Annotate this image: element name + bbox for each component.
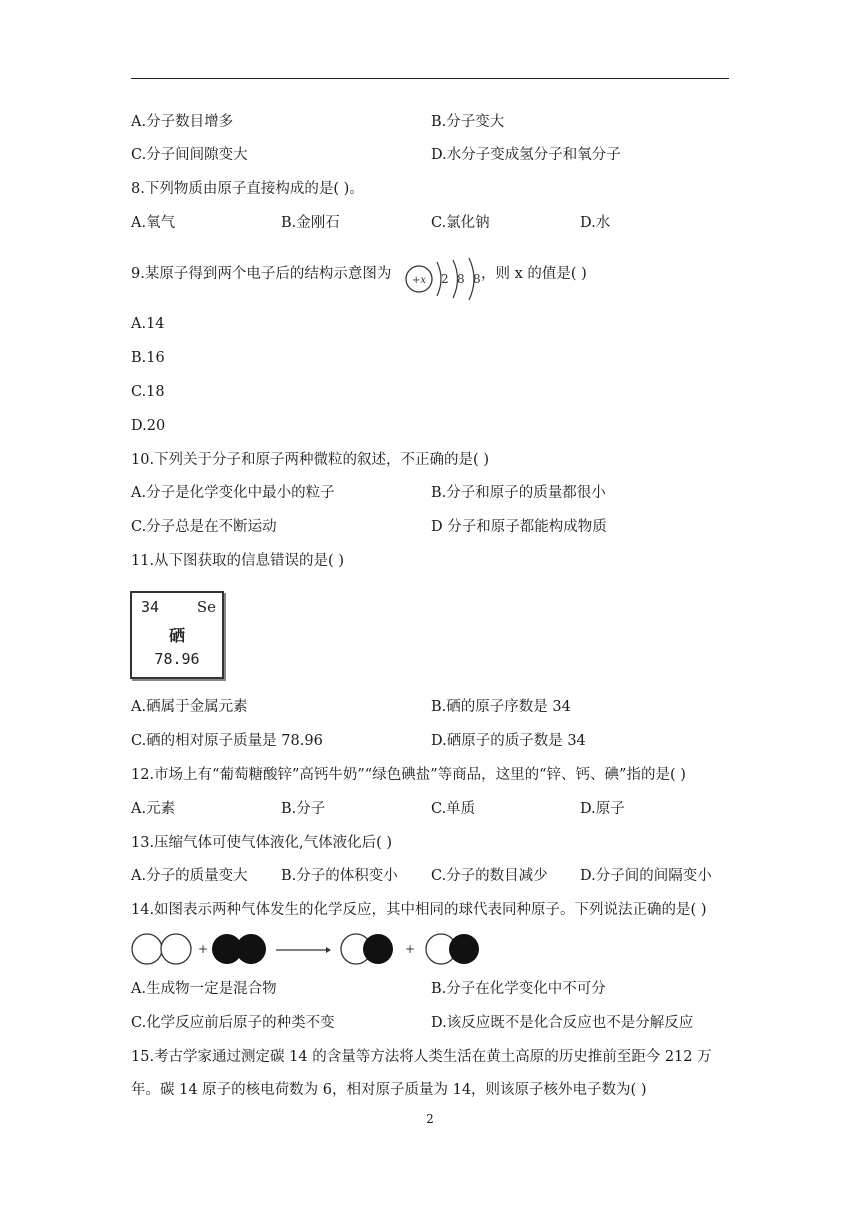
- atom-structure-diagram: [403, 256, 491, 302]
- q15-line-1: 15.考古学家通过测定碳 14 的含量等方法将人类生活在黄土高原的历史推前至距今 212 万: [131, 1049, 712, 1065]
- q11-option-b: B.硒的原子序数是 34: [431, 699, 571, 715]
- q7-option-d: D.水分子变成氢分子和氧分子: [431, 147, 621, 163]
- selenium-element-card: [130, 591, 224, 679]
- q7-option-c: C.分子间间隙变大: [131, 147, 248, 163]
- q11-option-a: A.硒属于金属元素: [131, 699, 248, 715]
- shell-3-electrons: 8: [473, 272, 481, 286]
- page-number: 2: [426, 1112, 434, 1126]
- q10-option-d: D 分子和原子都能构成物质: [431, 519, 607, 535]
- reaction-diagram: [130, 930, 490, 968]
- element-symbol: Se: [196, 598, 216, 616]
- q7-option-b: B.分子变大: [431, 114, 505, 130]
- black-atom-icon: [449, 934, 479, 964]
- q9-stem-before: 9.某原子得到两个电子后的结构示意图为: [131, 266, 392, 282]
- q14-option-d: D.该反应既不是化合反应也不是分解反应: [431, 1015, 694, 1031]
- q13-option-d: D.分子间的间隔变小: [580, 868, 712, 884]
- q12-stem: 12.市场上有“葡萄糖酸锌”高钙牛奶”“绿色碘盐”等商品，这里的“锌、钙、碘”指的是( ): [131, 767, 686, 783]
- q13-stem: 13.压缩气体可使气体液化,气体液化后( ): [131, 835, 393, 851]
- q9-option-c: C.18: [131, 384, 165, 400]
- q10-option-c: C.分子总是在不断运动: [131, 519, 277, 535]
- white-atom-icon: [161, 934, 191, 964]
- q9-option-b: B.16: [131, 350, 165, 366]
- q15-line-2: 年。碳 14 原子的核电荷数为 6，相对原子质量为 14，则该原子核外电子数为( ): [131, 1082, 647, 1098]
- q8-option-b: B.金刚石: [281, 215, 340, 231]
- white-atom-icon: [132, 934, 162, 964]
- q14-option-b: B.分子在化学变化中不可分: [431, 981, 606, 997]
- shell-1-electrons: 2: [441, 272, 449, 286]
- header-rule: [131, 78, 729, 79]
- q10-option-a: A.分子是化学变化中最小的粒子: [131, 485, 335, 501]
- q8-option-d: D.水: [580, 215, 611, 231]
- q8-stem: 8.下列物质由原子直接构成的是( )。: [131, 181, 364, 197]
- atomic-mass: 78.96: [154, 650, 200, 668]
- q12-option-b: B.分子: [281, 801, 326, 817]
- q7-option-a: A.分子数目增多: [131, 114, 234, 130]
- black-atom-icon: [236, 934, 266, 964]
- atomic-number: 34: [141, 598, 160, 616]
- element-name: 硒: [168, 626, 185, 645]
- shell-2-electrons: 8: [457, 272, 465, 286]
- q13-option-c: C.分子的数目减少: [431, 868, 548, 884]
- q11-option-d: D.硒原子的质子数是 34: [431, 733, 586, 749]
- q14-option-a: A.生成物一定是混合物: [131, 981, 277, 997]
- q13-option-b: B.分子的体积变小: [281, 868, 398, 884]
- q13-option-a: A.分子的质量变大: [131, 868, 248, 884]
- q12-option-a: A.元素: [131, 801, 176, 817]
- q8-option-a: A.氧气: [131, 215, 176, 231]
- q12-option-c: C.单质: [431, 801, 476, 817]
- q11-stem: 11.从下图获取的信息错误的是( ): [131, 553, 344, 569]
- plus-sign-2: +: [404, 942, 416, 956]
- q12-option-d: D.原子: [580, 801, 625, 817]
- q11-option-c: C.硒的相对原子质量是 78.96: [131, 733, 323, 749]
- q9-option-d: D.20: [131, 418, 166, 434]
- q10-stem: 10.下列关于分子和原子两种微粒的叙述，不正确的是( ): [131, 452, 489, 468]
- q14-stem: 14.如图表示两种气体发生的化学反应，其中相同的球代表同种原子。下列说法正确的是( ): [131, 902, 707, 918]
- q9-stem-after: ，则 x 的值是( ): [481, 266, 587, 282]
- q10-option-b: B.分子和原子的质量都很小: [431, 485, 606, 501]
- black-atom-icon: [363, 934, 393, 964]
- atom-nucleus-label: +x: [411, 275, 427, 286]
- arrow-head-icon: [326, 947, 331, 953]
- q14-option-c: C.化学反应前后原子的种类不变: [131, 1015, 335, 1031]
- plus-sign-1: +: [197, 942, 209, 956]
- q8-option-c: C.氯化钠: [431, 215, 490, 231]
- q9-option-a: A.14: [131, 316, 165, 332]
